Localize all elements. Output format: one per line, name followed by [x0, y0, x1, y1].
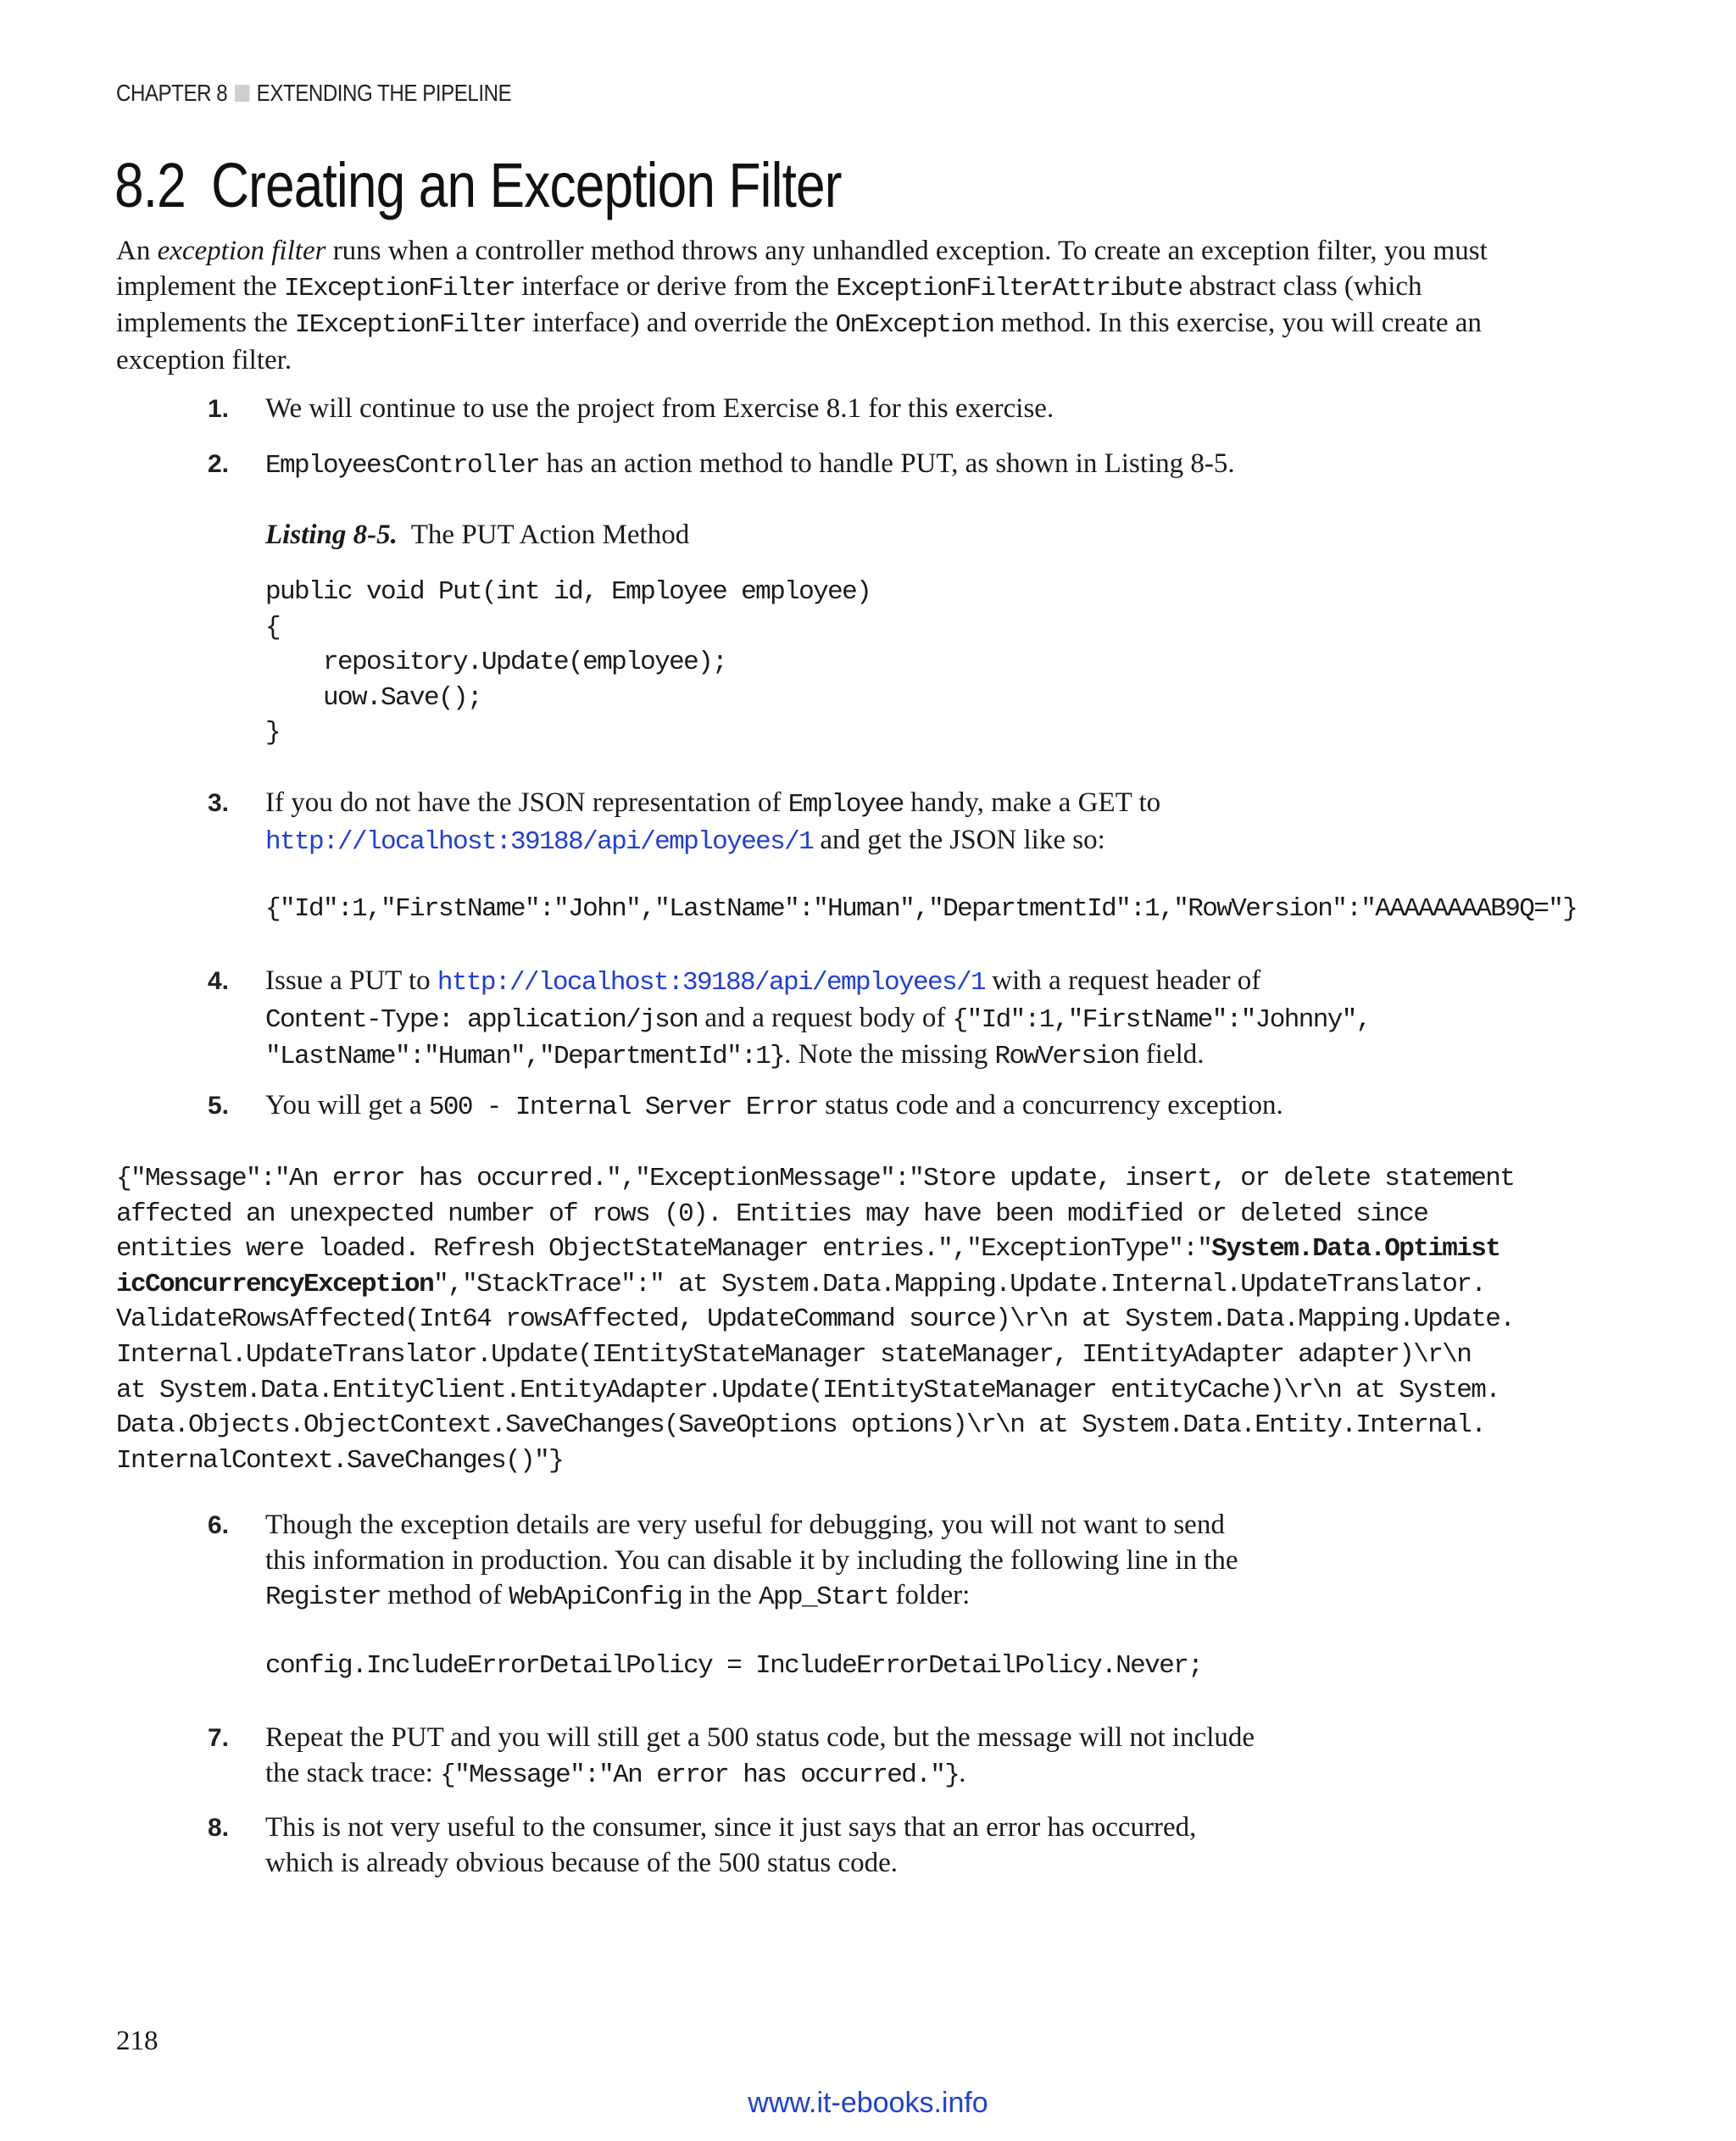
code-term: RowVersion	[994, 1042, 1139, 1071]
step-text-part: in the	[682, 1580, 760, 1610]
code-term: App_Start	[759, 1582, 889, 1612]
step-text	[265, 1088, 1571, 1126]
intro-text: method. In this exercise, you will create an exception filter.	[116, 308, 1482, 375]
code-term: IExceptionFilter	[294, 310, 526, 340]
section-title: Creating an Exception Filter	[211, 150, 842, 220]
step-text-part: which is already obvious because of the 500 status code.	[265, 1847, 898, 1878]
api-link[interactable]: http://localhost:39188/api/employees/1	[437, 968, 986, 998]
code-term: 500 - Internal Server Error	[428, 1093, 818, 1122]
code-term: Content-Type: application/json	[265, 1004, 698, 1035]
intro-text: abstract class (which implements the	[116, 270, 1422, 338]
step-text-part: method of	[381, 1580, 509, 1610]
step-text-part: handy, make a GET to	[903, 787, 1161, 818]
chapter-label: CHAPTER 8	[116, 80, 228, 106]
step-text-part: with a request header of	[985, 965, 1261, 996]
intro-text: runs when a controller method throws any unhandled exception. To create an exception filter, you must implement the	[116, 236, 1488, 302]
code-term: ExceptionFilterAttribute	[836, 273, 1182, 303]
step-text-part: . Note the missing	[784, 1039, 995, 1070]
section-heading	[114, 149, 842, 221]
step-text-part: folder:	[888, 1580, 971, 1610]
step-text-part: Repeat the PUT and you will still get a 500 status code, but the message will not include	[265, 1722, 1255, 1753]
listing-label: Listing 8-5.	[265, 520, 398, 550]
step-text-part: If you do not have the JSON representation of	[265, 787, 788, 818]
step-text	[265, 786, 1571, 859]
intro-text: An	[116, 236, 158, 266]
step-text	[265, 1721, 1571, 1793]
step-text-part: This is not very useful to the consumer, since it just says that an error has occurred,	[265, 1812, 1197, 1843]
step-text-part: has an action method to handle PUT, as shown in Listing 8-5.	[539, 448, 1235, 479]
config-line-code: config.IncludeErrorDetailPolicy = IncludeErrorDetailPolicy.Never;	[265, 1651, 1203, 1681]
code-term: IExceptionFilter	[283, 273, 515, 303]
intro-paragraph	[116, 234, 1557, 378]
listing-code: public void Put(int id, Employee employee) { repository.Update(employee); uow.Save(); }	[265, 577, 871, 748]
step-number: 8.	[208, 1814, 230, 1842]
intro-text: interface or derive from the	[515, 270, 837, 302]
chapter-title: EXTENDING THE PIPELINE	[256, 80, 512, 106]
step-text-part: and a request body of	[698, 1002, 953, 1033]
code-text: {"Message":"An error has occurred.","ExceptionMessage":"Store update, insert, or delete statement affected an unexpected number of rows (0). Entities may have been modified or deleted since entities were loaded. Refresh ObjectStateManager entries.","ExceptionType":"	[116, 1164, 1515, 1265]
step-text	[265, 1508, 1571, 1615]
step-number: 6.	[208, 1511, 230, 1539]
step-text	[265, 447, 1571, 484]
code-text: ","StackTrace":" at System.Data.Mapping.Update.Internal.UpdateTranslator. ValidateRowsAffected(Int64 rowsAffected, UpdateCommand source)\r\n at System.Data.Mapping.Update. Internal.UpdateTranslator.Update(IEntityStateManager stateManager, IEntityAdapter adapter)\r\n at System.Data.EntityClient.EntityAdapter.Update(IEntityStateManager entityCache)\r\n at System. Data.Objects.ObjectContext.SaveChanges(SaveOptions options)\r\n at System.Data.Entity.Internal. InternalContext.SaveChanges()"}	[116, 1269, 1515, 1476]
listing-caption	[265, 520, 689, 551]
step-text	[265, 964, 1571, 1075]
step-text-part: Issue a PUT to	[265, 965, 437, 996]
step-number: 2.	[208, 450, 230, 478]
code-term: OnException	[835, 310, 994, 340]
code-term: "LastName":"Human","DepartmentId":1}	[265, 1042, 785, 1071]
json-sample: {"Id":1,"FirstName":"John","LastName":"Human","DepartmentId":1,"RowVersion":"AAAAAAAAB9Q="}	[265, 894, 1577, 924]
step-text-part: status code and a concurrency exception.	[817, 1090, 1283, 1121]
exception-type: icConcurrencyException	[116, 1269, 434, 1299]
header-separator	[235, 85, 249, 102]
listing-title: The PUT Action Method	[410, 520, 690, 550]
section-number: 8.2	[114, 150, 186, 220]
code-term: WebApiConfig	[509, 1582, 682, 1612]
step-text-part: field.	[1138, 1039, 1205, 1070]
api-link[interactable]: http://localhost:39188/api/employees/1	[265, 826, 814, 857]
step-text-part: .	[959, 1757, 966, 1788]
step-number: 7.	[208, 1724, 230, 1752]
step-text-part: You will get a	[265, 1090, 429, 1121]
step-text-part: the stack trace:	[265, 1757, 441, 1788]
step-text-part: and get the JSON like so:	[813, 824, 1105, 855]
step-number: 4.	[208, 967, 230, 995]
intro-term: exception filter	[157, 236, 326, 266]
running-header	[116, 80, 511, 107]
step-text: We will continue to use the project from Exercise 8.1 for this exercise.	[265, 393, 1054, 424]
intro-text: interface) and override the	[525, 308, 836, 338]
page-number: 218	[116, 2026, 159, 2056]
step-text-part: this information in production. You can disable it by including the following line in the	[265, 1544, 1238, 1576]
code-term: {"Id":1,"FirstName":"Johnny",	[952, 1004, 1371, 1035]
code-term: Employee	[787, 790, 904, 820]
step-text-part: Though the exception details are very useful for debugging, you will not want to send	[265, 1510, 1225, 1540]
exception-type: System.Data.Optimist	[1211, 1234, 1500, 1265]
step-number: 5.	[208, 1092, 230, 1120]
code-term: EmployeesController	[265, 451, 540, 481]
error-response-code	[116, 1161, 1514, 1478]
code-term: {"Message":"An error has occurred."}	[440, 1760, 960, 1790]
step-text	[265, 1810, 1571, 1881]
code-term: Register	[265, 1582, 381, 1612]
footer-link[interactable]: www.it-ebooks.info	[748, 2087, 988, 2119]
step-number: 1.	[208, 395, 230, 423]
step-number: 3.	[208, 789, 230, 817]
